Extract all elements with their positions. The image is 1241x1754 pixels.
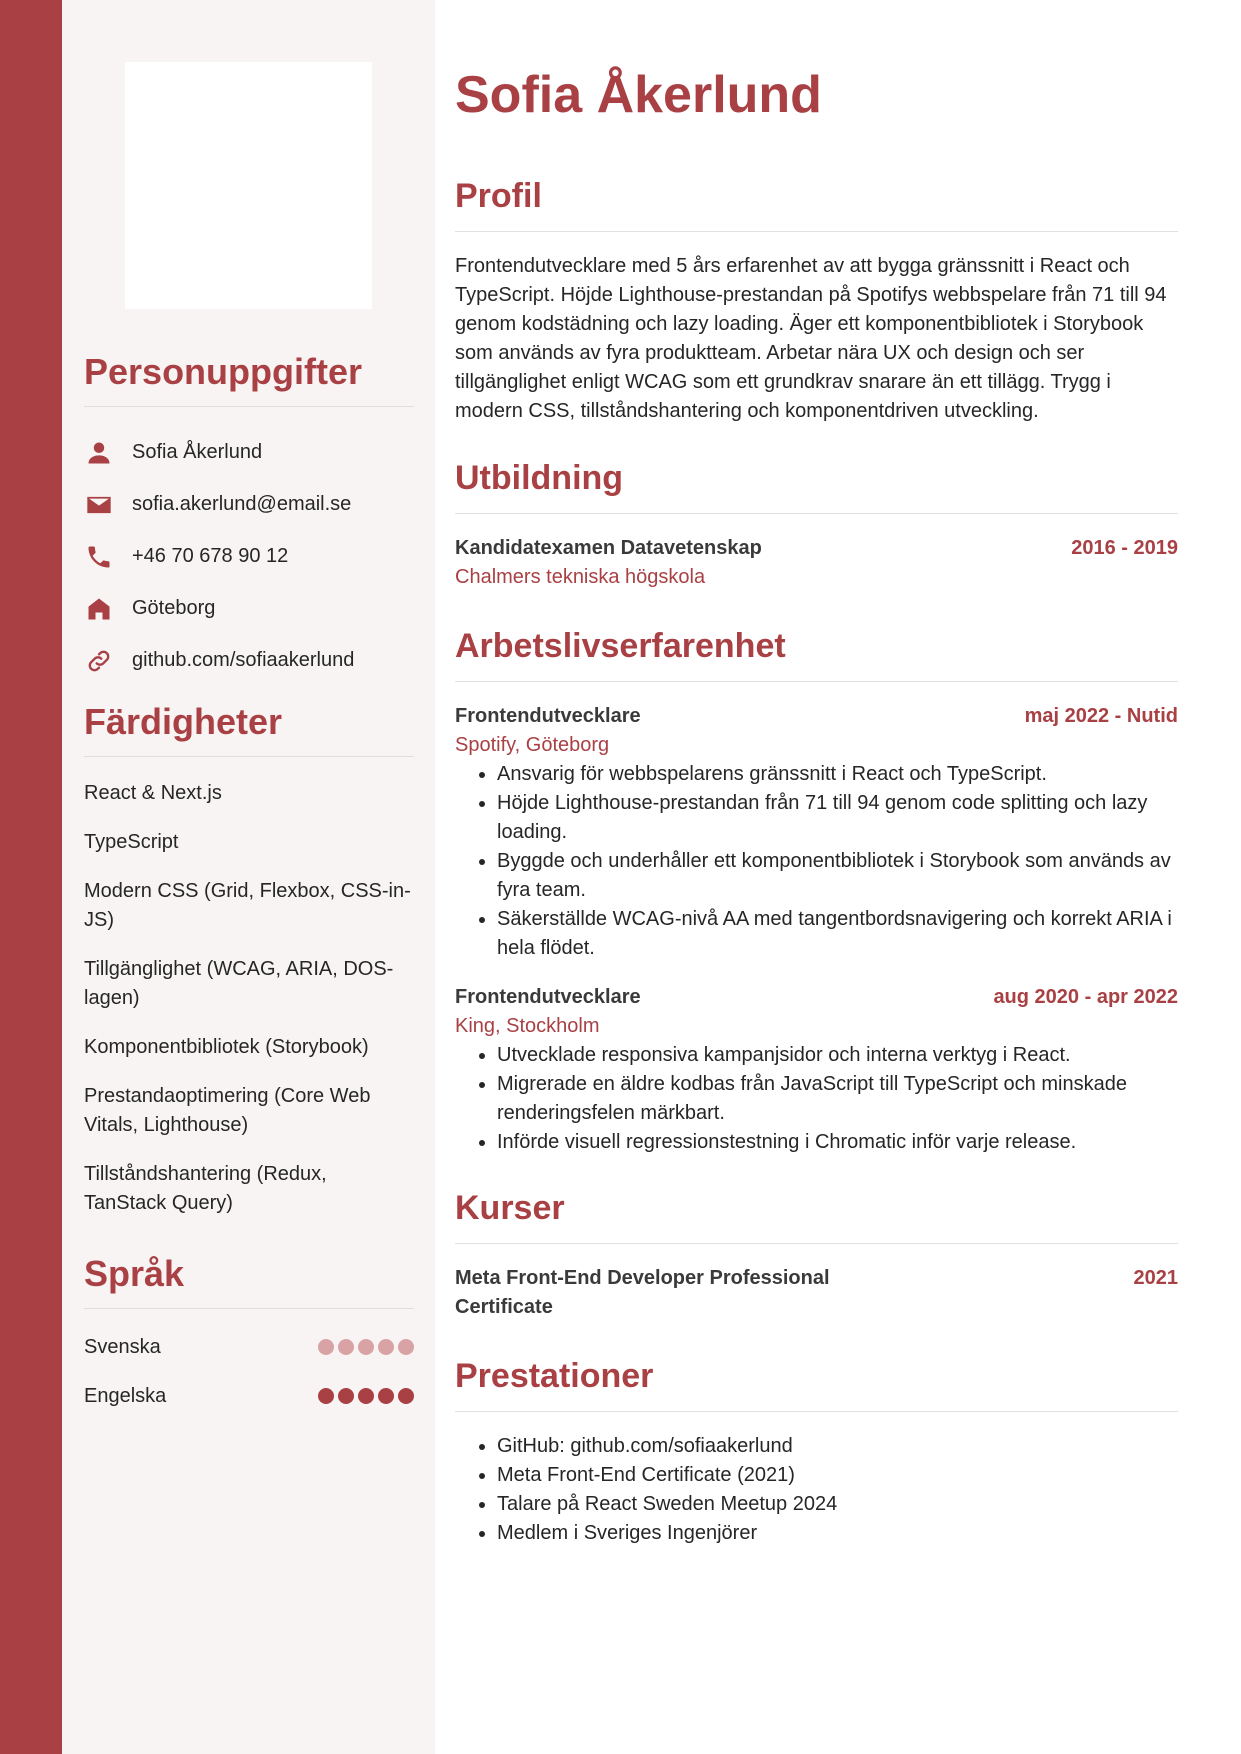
course-date: 2021 [1133,1267,1178,1290]
profile-text: Frontendutvecklare med 5 års erfarenhet av att bygga gränssnitt i React och TypeScript. Höjde Lighthouse-prestandan på Spotifys webbspelare från 71 till 94 genom kodstädning och lazy loading. Äger ett komponentbibliotek i Storybook som används av fyra produktteam. Arbetar nära UX och design och ser tillgänglighet enligt WCAG som ett grundkrav snarare än ett tillägg. Trygg i modern CSS, tillståndshantering och komponentdriven utveckling. [455,255,1167,423]
skill-item: Tillståndshantering (Redux, TanStack Query) [84,1162,327,1214]
job-bullet: • Utvecklade responsiva kampanjsidor och interna verktyg i React. [497,1041,1178,1070]
skills-heading: Färdigheter [84,702,414,757]
language-name: Svenska [84,1335,161,1358]
contact-item-location [84,583,414,635]
skill-item: Prestandaoptimering (Core Web Vitals, Lighthouse) [84,1084,371,1136]
level-dot [378,1339,394,1355]
level-dot [338,1388,354,1404]
language-row-svenska [84,1323,414,1372]
level-dot [358,1388,374,1404]
job-bullet: • Införde visuell regressionstestning i Chromatic inför varje release. [497,1128,1178,1157]
job-bullet: • Byggde och underhåller ett komponentbibliotek i Storybook som används av fyra team. [497,847,1178,905]
language-row-engelska [84,1372,414,1421]
level-dot [338,1339,354,1355]
course-entry [455,1264,1178,1322]
accent-bar [0,0,62,1754]
experience-entry [455,702,1178,963]
contact-phone[interactable]: +46 70 678 90 12 [132,545,289,568]
level-dot [358,1339,374,1355]
mail-icon [84,490,114,520]
contact-item-link [84,635,414,687]
achievements-section [455,1358,1178,1548]
personal-section [84,352,414,687]
contact-item-name [84,427,414,479]
contact-name: Sofia Åkerlund [132,441,263,464]
job-date: aug 2020 - apr 2022 [993,986,1178,1009]
achievement-item: • Medlem i Sveriges Ingenjörer [497,1519,1178,1548]
profile-photo-placeholder [125,62,372,309]
job-bullet: • Ansvarig för webbspelarens gränssnitt i React och TypeScript. [497,760,1178,789]
job-bullet: • Höjde Lighthouse-prestandan från 71 till 94 genom code splitting och lazy loading. [497,789,1178,847]
skill-item: Komponentbibliotek (Storybook) [84,1035,369,1058]
contact-item-phone [84,531,414,583]
link-icon [84,646,114,676]
personal-heading: Personuppgifter [84,352,414,407]
achievement-item: • Talare på React Sweden Meetup 2024 [497,1490,1178,1519]
languages-section [84,1254,414,1421]
education-title: Kandidatexamen Datavetenskap [455,537,762,560]
language-name: Engelska [84,1384,167,1407]
profile-heading: Profil [455,178,1178,232]
job-bullets [455,760,1178,963]
job-bullets [455,1041,1178,1157]
skills-list [84,779,414,1218]
contact-github[interactable]: github.com/sofiaakerlund [132,649,355,672]
full-name: Sofia Åkerlund [455,66,822,124]
experience-entry [455,983,1178,1157]
contact-list [84,427,414,687]
courses-heading: Kurser [455,1190,1178,1244]
job-title: Frontendutvecklare [455,986,641,1009]
language-list [84,1323,414,1421]
level-dot [398,1339,414,1355]
person-icon [84,438,114,468]
level-dot [318,1388,334,1404]
job-date: maj 2022 - Nutid [1024,705,1178,728]
course-title: Meta Front-End Developer Professional Certificate [455,1267,830,1319]
achievement-item: • GitHub: github.com/sofiaakerlund [497,1432,1178,1461]
education-heading: Utbildning [455,460,1178,514]
contact-email[interactable]: sofia.akerlund@email.se [132,493,352,516]
education-school: Chalmers tekniska högskola [455,566,706,589]
job-company: King, Stockholm [455,1015,600,1038]
skill-item: Tillgänglighet (WCAG, ARIA, DOS-lagen) [84,957,394,1009]
job-bullet: • Migrerade en äldre kodbas från JavaScript till TypeScript och minskade renderingsfelen märkbart. [497,1070,1178,1128]
language-level-dots [318,1339,414,1355]
experience-heading: Arbetslivserfarenhet [455,628,1178,682]
phone-icon [84,542,114,572]
skill-item: React & Next.js [84,781,222,804]
skill-item: TypeScript [84,830,179,853]
achievements-heading: Prestationer [455,1358,1178,1412]
job-bullet: • Säkerställde WCAG-nivå AA med tangentbordsnavigering och korrekt ARIA i hela flödet. [497,905,1178,963]
education-entry [455,534,1178,592]
job-company: Spotify, Göteborg [455,734,610,757]
achievement-item: • Meta Front-End Certificate (2021) [497,1461,1178,1490]
contact-item-email [84,479,414,531]
education-section [455,460,1178,592]
level-dot [318,1339,334,1355]
language-level-dots [318,1388,414,1404]
level-dot [378,1388,394,1404]
skills-section [84,702,414,1238]
experience-section [455,628,1178,1157]
education-date: 2016 - 2019 [1071,537,1178,560]
home-icon [84,594,114,624]
achievements-list [455,1432,1178,1548]
languages-heading: Språk [84,1254,414,1309]
profile-section [455,178,1178,426]
skill-item: Modern CSS (Grid, Flexbox, CSS-in-JS) [84,879,411,931]
courses-section [455,1190,1178,1322]
level-dot [398,1388,414,1404]
job-title: Frontendutvecklare [455,705,641,728]
contact-location: Göteborg [132,597,216,620]
